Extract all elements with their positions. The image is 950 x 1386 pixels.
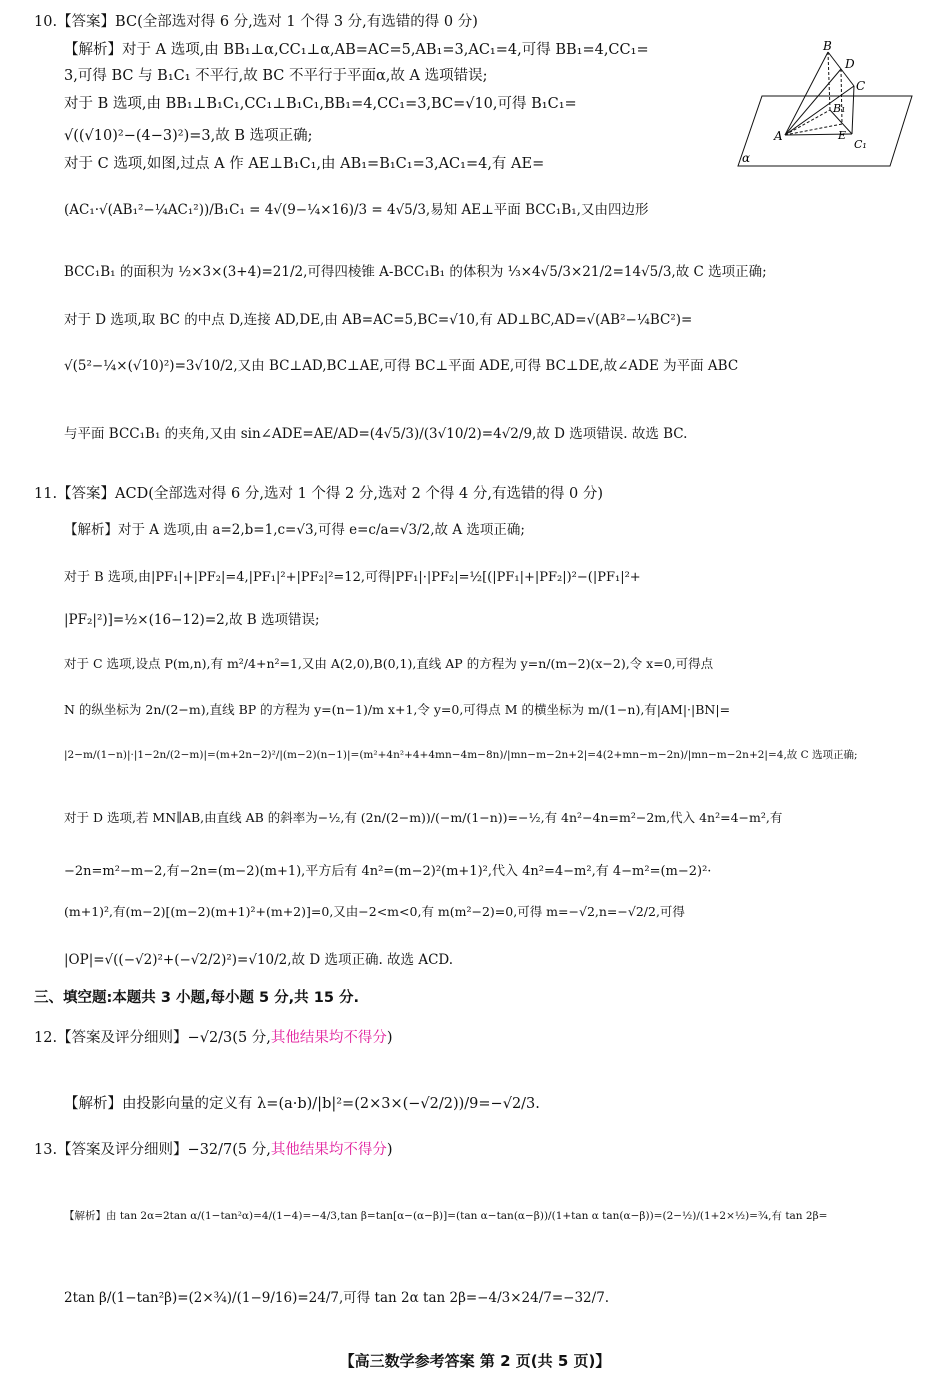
geometry-figure	[730, 38, 920, 173]
label-alpha: α	[742, 151, 751, 165]
q10-answer: 10.【答案】BC(全部选对得 6 分,选对 1 个得 3 分,有选错的得 0 分)	[34, 14, 478, 30]
label-E: E	[838, 129, 847, 142]
q11-line-1: 【解析】对于 A 选项,由 a=2,b=1,c=√3,可得 e=c/a=√3/2,故 A 选项正确;	[64, 522, 525, 538]
q12-line: 【解析】由投影向量的定义有 λ=(a·b)/|b|²=(2×3×(−√2/2))/9=−√2/3.	[64, 1096, 540, 1112]
q12-answer-note: 其他结果均不得分	[270, 1030, 387, 1046]
q11-line-8: −2n=m²−m−2,有−2n=(m−2)(m+1),平方后有 4n²=(m−2)²(m+1)²,代入 4n²=4−m²,有 4−m²=(m−2)²·	[64, 864, 712, 879]
q10-line-6: (AC₁·√(AB₁²−¼AC₁²))/B₁C₁ = 4√(9−¼×16)/3 = 4√5/3,易知 AE⊥平面 BCC₁B₁,又由四边形	[64, 202, 649, 218]
q10-line-8: 对于 D 选项,取 BC 的中点 D,连接 AD,DE,由 AB=AC=5,BC=√10,有 AD⊥BC,AD=√(AB²−¼BC²)=	[64, 312, 693, 328]
q10-line-1: 【解析】对于 A 选项,由 BB₁⊥α,CC₁⊥α,AB=AC=5,AB₁=3,AC₁=4,可得 BB₁=4,CC₁=	[64, 42, 649, 58]
q11-line-5: N 的纵坐标为 2n/(2−m),直线 BP 的方程为 y=(n−1)/m x+1,令 y=0,可得点 M 的横坐标为 m/(1−n),有|AM|·|BN|=	[64, 702, 731, 717]
label-C: C	[856, 79, 866, 93]
q10-line-7: BCC₁B₁ 的面积为 ½×3×(3+4)=21/2,可得四棱锥 A-BCC₁B₁ 的体积为 ⅓×4√5/3×21/2=14√5/3,故 C 选项正确;	[64, 264, 767, 280]
page-footer: 【高三数学参考答案 第 2 页(共 5 页)】	[339, 1352, 611, 1370]
section-heading: 三、填空题:本题共 3 小题,每小题 5 分,共 15 分.	[34, 990, 359, 1006]
q12-answer	[34, 1028, 393, 1048]
q13-answer-note: 其他结果均不得分	[270, 1142, 387, 1158]
q13-answer	[34, 1140, 393, 1160]
label-C1: C₁	[854, 138, 867, 151]
q10-line-9: √(5²−¼×(√10)²)=3√10/2,又由 BC⊥AD,BC⊥AE,可得 BC⊥平面 ADE,可得 BC⊥DE,故∠ADE 为平面 ABC	[64, 358, 739, 374]
q13-answer-prefix: 13.【答案及评分细则】−32/7(5 分,	[34, 1142, 271, 1158]
q12-answer-suffix: )	[386, 1030, 393, 1046]
q11-line-7: 对于 D 选项,若 MN∥AB,由直线 AB 的斜率为−½,有 (2n/(2−m))/(−m/(1−n))=−½,有 4n²−4n=m²−2m,代入 4n²=4−m²,有	[64, 810, 783, 825]
label-B1: B₁	[833, 102, 846, 115]
q11-line-9: (m+1)²,有(m−2)[(m−2)(m+1)²+(m+2)]=0,又由−2<m<0,有 m(m²−2)=0,可得 m=−√2,n=−√2/2,可得	[64, 904, 685, 919]
q13-line-1: 【解析】由 tan 2α=2tan α/(1−tan²α)=4/(1−4)=−4/3,tan β=tan[α−(α−β)]=(tan α−tan(α−β))/(1+tan α tan(α−β))=(2−½)/(1+2×½)=¾,有 tan 2β=	[64, 1210, 828, 1222]
prism-diagram	[730, 38, 920, 173]
q10-line-3: 对于 B 选项,由 BB₁⊥B₁C₁,CC₁⊥B₁C₁,BB₁=4,CC₁=3,BC=√10,可得 B₁C₁=	[64, 96, 577, 112]
q11-line-4: 对于 C 选项,设点 P(m,n),有 m²/4+n²=1,又由 A(2,0),B(0,1),直线 AP 的方程为 y=n/(m−2)(x−2),令 x=0,可得点	[64, 656, 714, 671]
q11-line-10: |OP|=√((−√2)²+(−√2/2)²)=√10/2,故 D 选项正确. 故选 ACD.	[64, 952, 454, 968]
q13-line-2: 2tan β/(1−tan²β)=(2×¾)/(1−9/16)=24/7,可得 tan 2α tan 2β=−4/3×24/7=−32/7.	[64, 1290, 610, 1306]
label-B: B	[823, 39, 832, 53]
label-D: D	[845, 57, 855, 71]
q12-answer-prefix: 12.【答案及评分细则】−√2/3(5 分,	[34, 1030, 271, 1046]
q11-line-6: |2−m/(1−n)|·|1−2n/(2−m)|=(m+2n−2)²/|(m−2)(n−1)|=(m²+4n²+4+4mn−4m−8n)/|mn−m−2n+2|=4(2+mn−m−2n)/|mn−m−2n+2|=4,故 C 选项正确;	[64, 749, 858, 761]
q13-answer-suffix: )	[386, 1142, 393, 1158]
q10-line-4: √((√10)²−(4−3)²)=3,故 B 选项正确;	[64, 128, 313, 144]
q10-line-5: 对于 C 选项,如图,过点 A 作 AE⊥B₁C₁,由 AB₁=B₁C₁=3,AC₁=4,有 AE=	[64, 156, 545, 172]
q11-answer: 11.【答案】ACD(全部选对得 6 分,选对 1 个得 2 分,选对 2 个得 4 分,有选错的得 0 分)	[34, 486, 604, 502]
label-A: A	[774, 129, 783, 143]
q10-line-2: 3,可得 BC 与 B₁C₁ 不平行,故 BC 不平行于平面α,故 A 选项错误;	[64, 68, 488, 84]
q11-line-2: 对于 B 选项,由|PF₁|+|PF₂|=4,|PF₁|²+|PF₂|²=12,可得|PF₁|·|PF₂|=½[(|PF₁|+|PF₂|)²−(|PF₁|²+	[64, 570, 641, 585]
q10-line-10: 与平面 BCC₁B₁ 的夹角,又由 sin∠ADE=AE/AD=(4√5/3)/(3√10/2)=4√2/9,故 D 选项错误. 故选 BC.	[64, 426, 688, 442]
q11-line-3: |PF₂|²)]=½×(16−12)=2,故 B 选项错误;	[64, 612, 320, 628]
